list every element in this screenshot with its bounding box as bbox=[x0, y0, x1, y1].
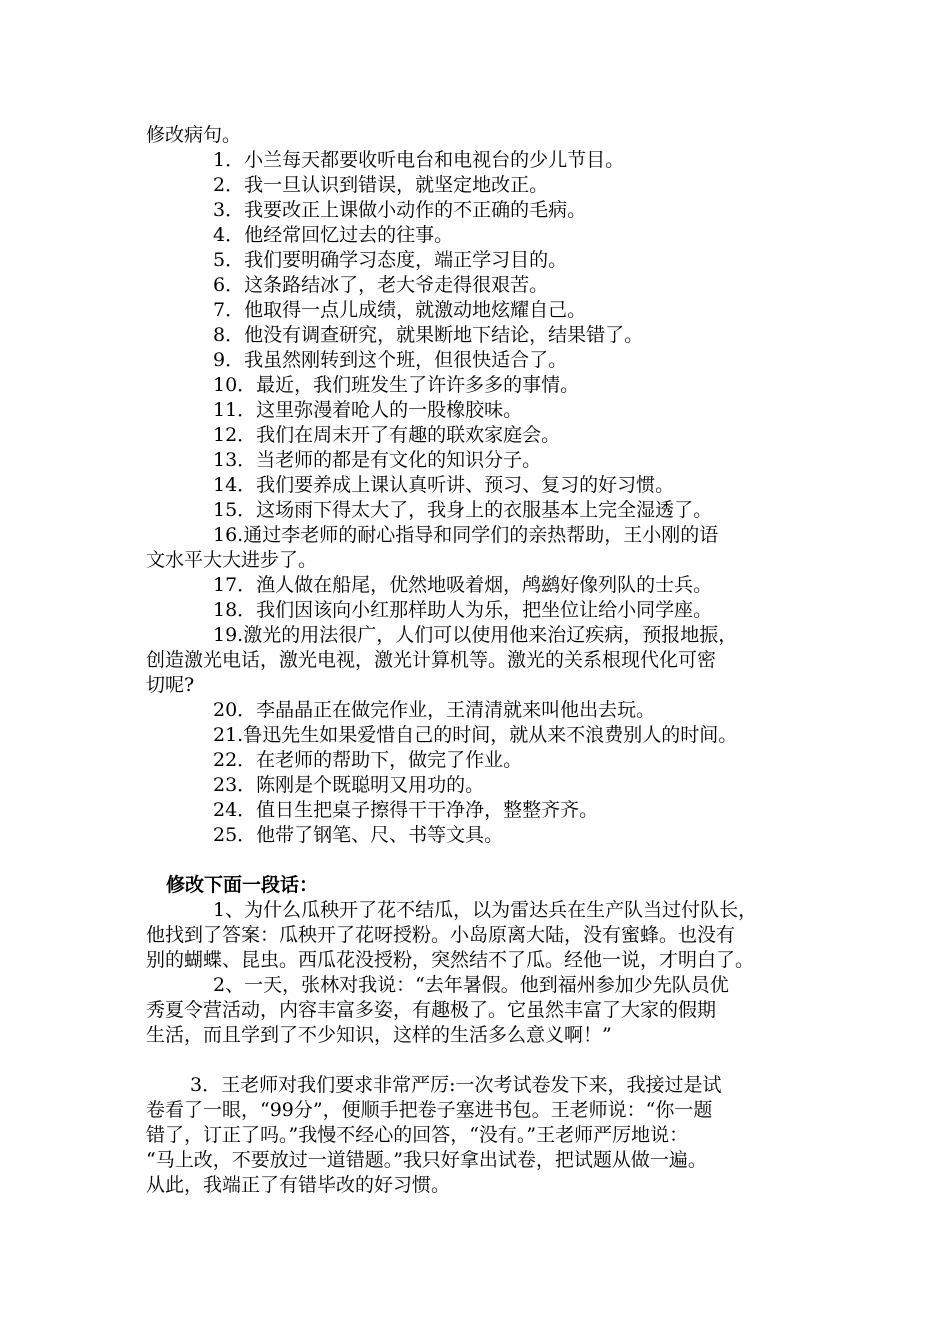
paragraph-3-line-3: 错了，订正了吗。”我慢不经心的回答，“没有。”王老师严厉地说： bbox=[146, 1124, 689, 1146]
paragraph-3-line-1: 3．王老师对我们要求非常严厉:一次考试卷发下来，我接过是试 bbox=[190, 1074, 722, 1096]
section-2-heading: 修改下面一段话： bbox=[166, 874, 319, 896]
sentence-25: 25．他带了钢笔、尺、书等文具。 bbox=[213, 824, 504, 846]
sentence-8: 8．他没有调查研究，就果断地下结论，结果错了。 bbox=[213, 324, 644, 346]
sentence-12: 12．我们在周末开了有趣的联欢家庭会。 bbox=[213, 424, 561, 446]
sentence-5: 5．我们要明确学习态度，端正学习目的。 bbox=[213, 249, 568, 271]
sentence-16-line-1: 16.通过李老师的耐心指导和同学们的亲热帮助，王小刚的语 bbox=[213, 524, 719, 546]
sentence-4: 4．他经常回忆过去的往事。 bbox=[213, 224, 454, 246]
section-title: 修改病句。 bbox=[146, 124, 242, 146]
paragraph-1-line-3: 别的蝴蝶、昆虫。西瓜花没授粉，突然结不了瓜。经他一说，才明白了。 bbox=[146, 949, 755, 971]
sentence-22: 22．在老师的帮助下，做完了作业。 bbox=[213, 749, 523, 771]
sentence-21: 21.鲁迅先生如果爱惜自己的时间，就从来不浪费别人的时间。 bbox=[213, 724, 738, 746]
sentence-19-line-3: 切呢? bbox=[146, 674, 195, 696]
paragraph-1-line-2: 他找到了答案：瓜秧开了花呀授粉。小岛原离大陆，没有蜜蜂。也没有 bbox=[146, 924, 736, 946]
paragraph-1-line-1: 1、为什么瓜秧开了花不结瓜，以为雷达兵在生产队当过付队长， bbox=[213, 899, 758, 921]
paragraph-3-line-4: “马上改，不要放过一道错题。”我只好拿出试卷，把试题从做一遍。 bbox=[146, 1149, 707, 1171]
paragraph-2-line-1: 2、一天，张林对我说：“去年暑假。他到福州参加少先队员优 bbox=[213, 974, 729, 996]
sentence-18: 18．我们因该向小红那样助人为乐，把坐位让给小同学座。 bbox=[213, 599, 713, 621]
sentence-7: 7．他取得一点儿成绩，就激动地炫耀自己。 bbox=[213, 299, 587, 321]
sentence-13: 13．当老师的都是有文化的知识分子。 bbox=[213, 449, 542, 471]
sentence-2: 2．我一旦认识到错误，就坚定地改正。 bbox=[213, 174, 549, 196]
sentence-19-line-1: 19.激光的用法很广，人们可以使用他来治辽疾病，预报地振， bbox=[213, 624, 738, 646]
sentence-11: 11．这里弥漫着呛人的一股橡胶味。 bbox=[213, 399, 523, 421]
paragraph-3-line-5: 从此，我端正了有错毕改的好习惯。 bbox=[146, 1174, 451, 1196]
sentence-15: 15．这场雨下得太大了，我身上的衣服基本上完全湿透了。 bbox=[213, 499, 713, 521]
sentence-1: 1．小兰每天都要收听电台和电视台的少儿节目。 bbox=[213, 149, 625, 171]
sentence-17: 17．渔人做在船尾，优然地吸着烟，鸬鹚好像列队的士兵。 bbox=[213, 574, 713, 596]
sentence-3: 3．我要改正上课做小动作的不正确的毛病。 bbox=[213, 199, 587, 221]
paragraph-3-line-2: 卷看了一眼，“99分”，便顺手把卷子塞进书包。王老师说：“你一题 bbox=[146, 1099, 713, 1121]
sentence-14: 14．我们要养成上课认真听讲、预习、复习的好习惯。 bbox=[213, 474, 675, 496]
sentence-6: 6．这条路结冰了，老大爷走得很艰苦。 bbox=[213, 274, 549, 296]
sentence-19-line-2: 创造激光电话，激光电视，激光计算机等。激光的关系根现代化可密 bbox=[146, 649, 717, 671]
sentence-24: 24．值日生把桌子擦得干干净净，整整齐齐。 bbox=[213, 799, 599, 821]
sentence-23: 23．陈刚是个既聪明又用功的。 bbox=[213, 774, 485, 796]
paragraph-2-line-3: 生活，而且学到了不少知识，这样的生活多么意义啊！” bbox=[146, 1024, 612, 1046]
sentence-20: 20．李晶晶正在做完作业，王清清就来叫他出去玩。 bbox=[213, 699, 656, 721]
sentence-9: 9．我虽然刚转到这个班，但很快适合了。 bbox=[213, 349, 568, 371]
sentence-10: 10．最近，我们班发生了许许多多的事情。 bbox=[213, 374, 580, 396]
paragraph-2-line-2: 秀夏令营活动，内容丰富多姿，有趣极了。它虽然丰富了大家的假期 bbox=[146, 999, 717, 1021]
sentence-16-line-2: 文水平大大进步了。 bbox=[146, 549, 318, 571]
